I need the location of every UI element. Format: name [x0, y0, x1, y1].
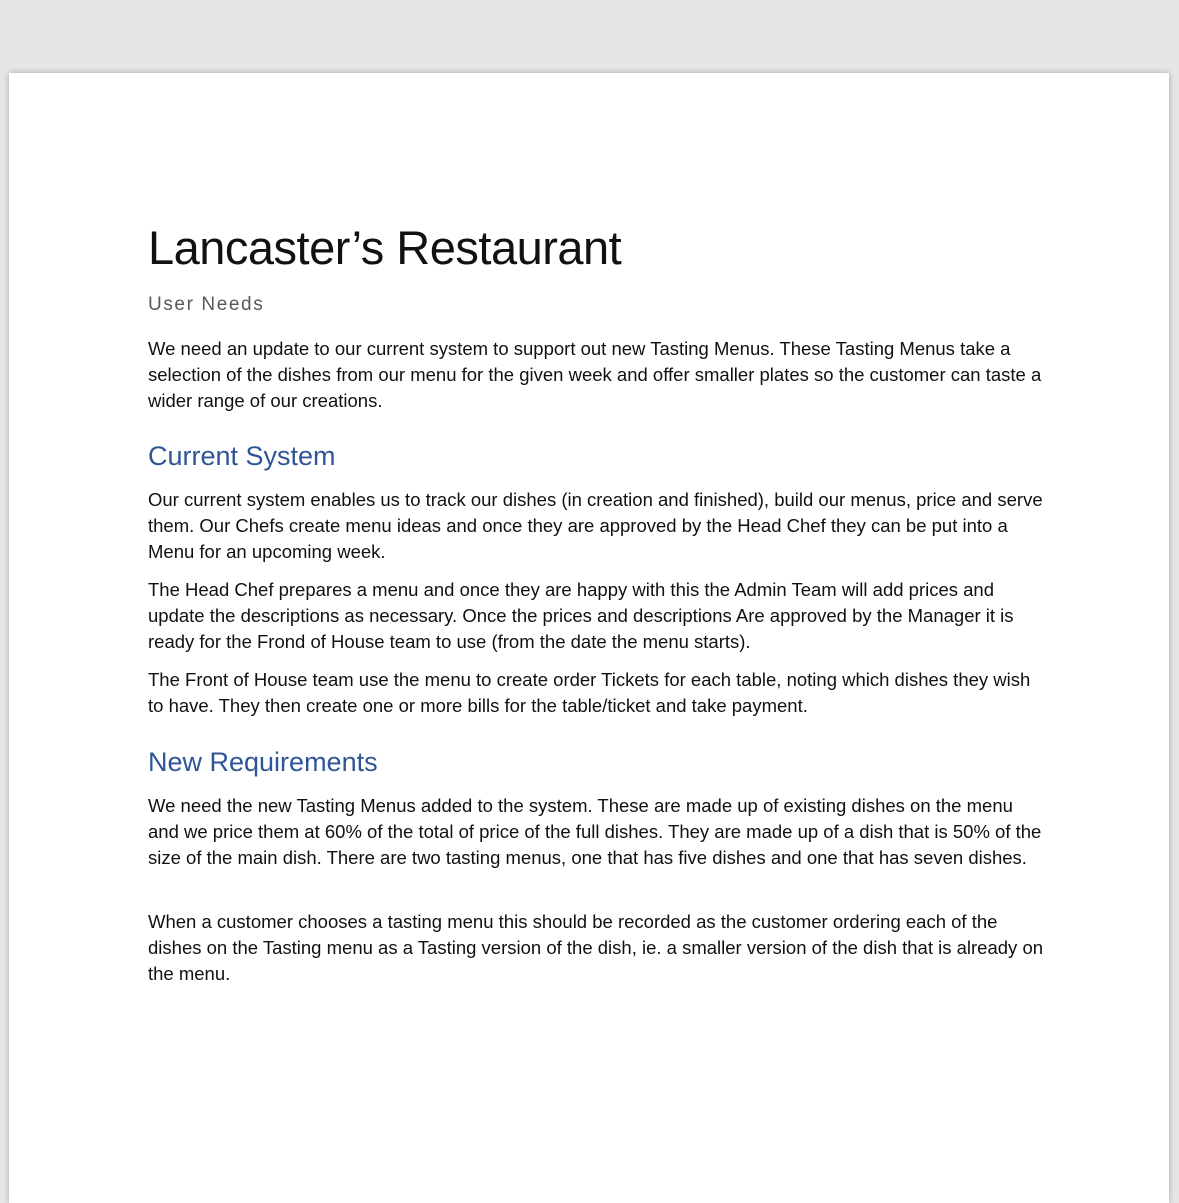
new-requirements-paragraph-2: When a customer chooses a tasting menu this should be recorded as the customer ordering each of the dishes on the Tasting menu as a Tasting version of the dish, ie. a smaller version of the dish that is already on the menu. [148, 911, 1044, 985]
current-system-paragraph-3: The Front of House team use the menu to create order Tickets for each table, noting which dishes they wish to have. They then create one or more bills for the table/ticket and take payment. [148, 669, 1031, 717]
section-heading-new-requirements: New Requirements [148, 747, 378, 777]
current-system-paragraph-1: Our current system enables us to track our dishes (in creation and finished), build our menus, price and serve them. Our Chefs create menu ideas and once they are approved by the Head Chef they can be put into a Menu for an upcoming week. [148, 489, 1043, 563]
document-subtitle: User Needs [148, 294, 265, 315]
new-requirements-paragraph-1: We need the new Tasting Menus added to the system. These are made up of existing dishes on the menu and we price them at 60% of the total of price of the full dishes. They are made up of a dish that is 50% of the size of the main dish. There are two tasting menus, one that has five dishes and one that has seven dishes. [148, 795, 1042, 869]
current-system-paragraph-2: The Head Chef prepares a menu and once they are happy with this the Admin Team will add prices and update the descriptions as necessary. Once the prices and descriptions Are approved by the Manager it is ready for the Frond of House team to use (from the date the menu starts). [148, 579, 1014, 653]
intro-paragraph: We need an update to our current system to support out new Tasting Menus. These Tasting Menus take a selection of the dishes from our menu for the given week and offer smaller plates so the customer can taste a wider range of our creations. [148, 338, 1042, 412]
document-title: Lancaster’s Restaurant [148, 221, 622, 274]
document-page [9, 73, 1169, 1203]
section-heading-current-system: Current System [148, 441, 336, 471]
